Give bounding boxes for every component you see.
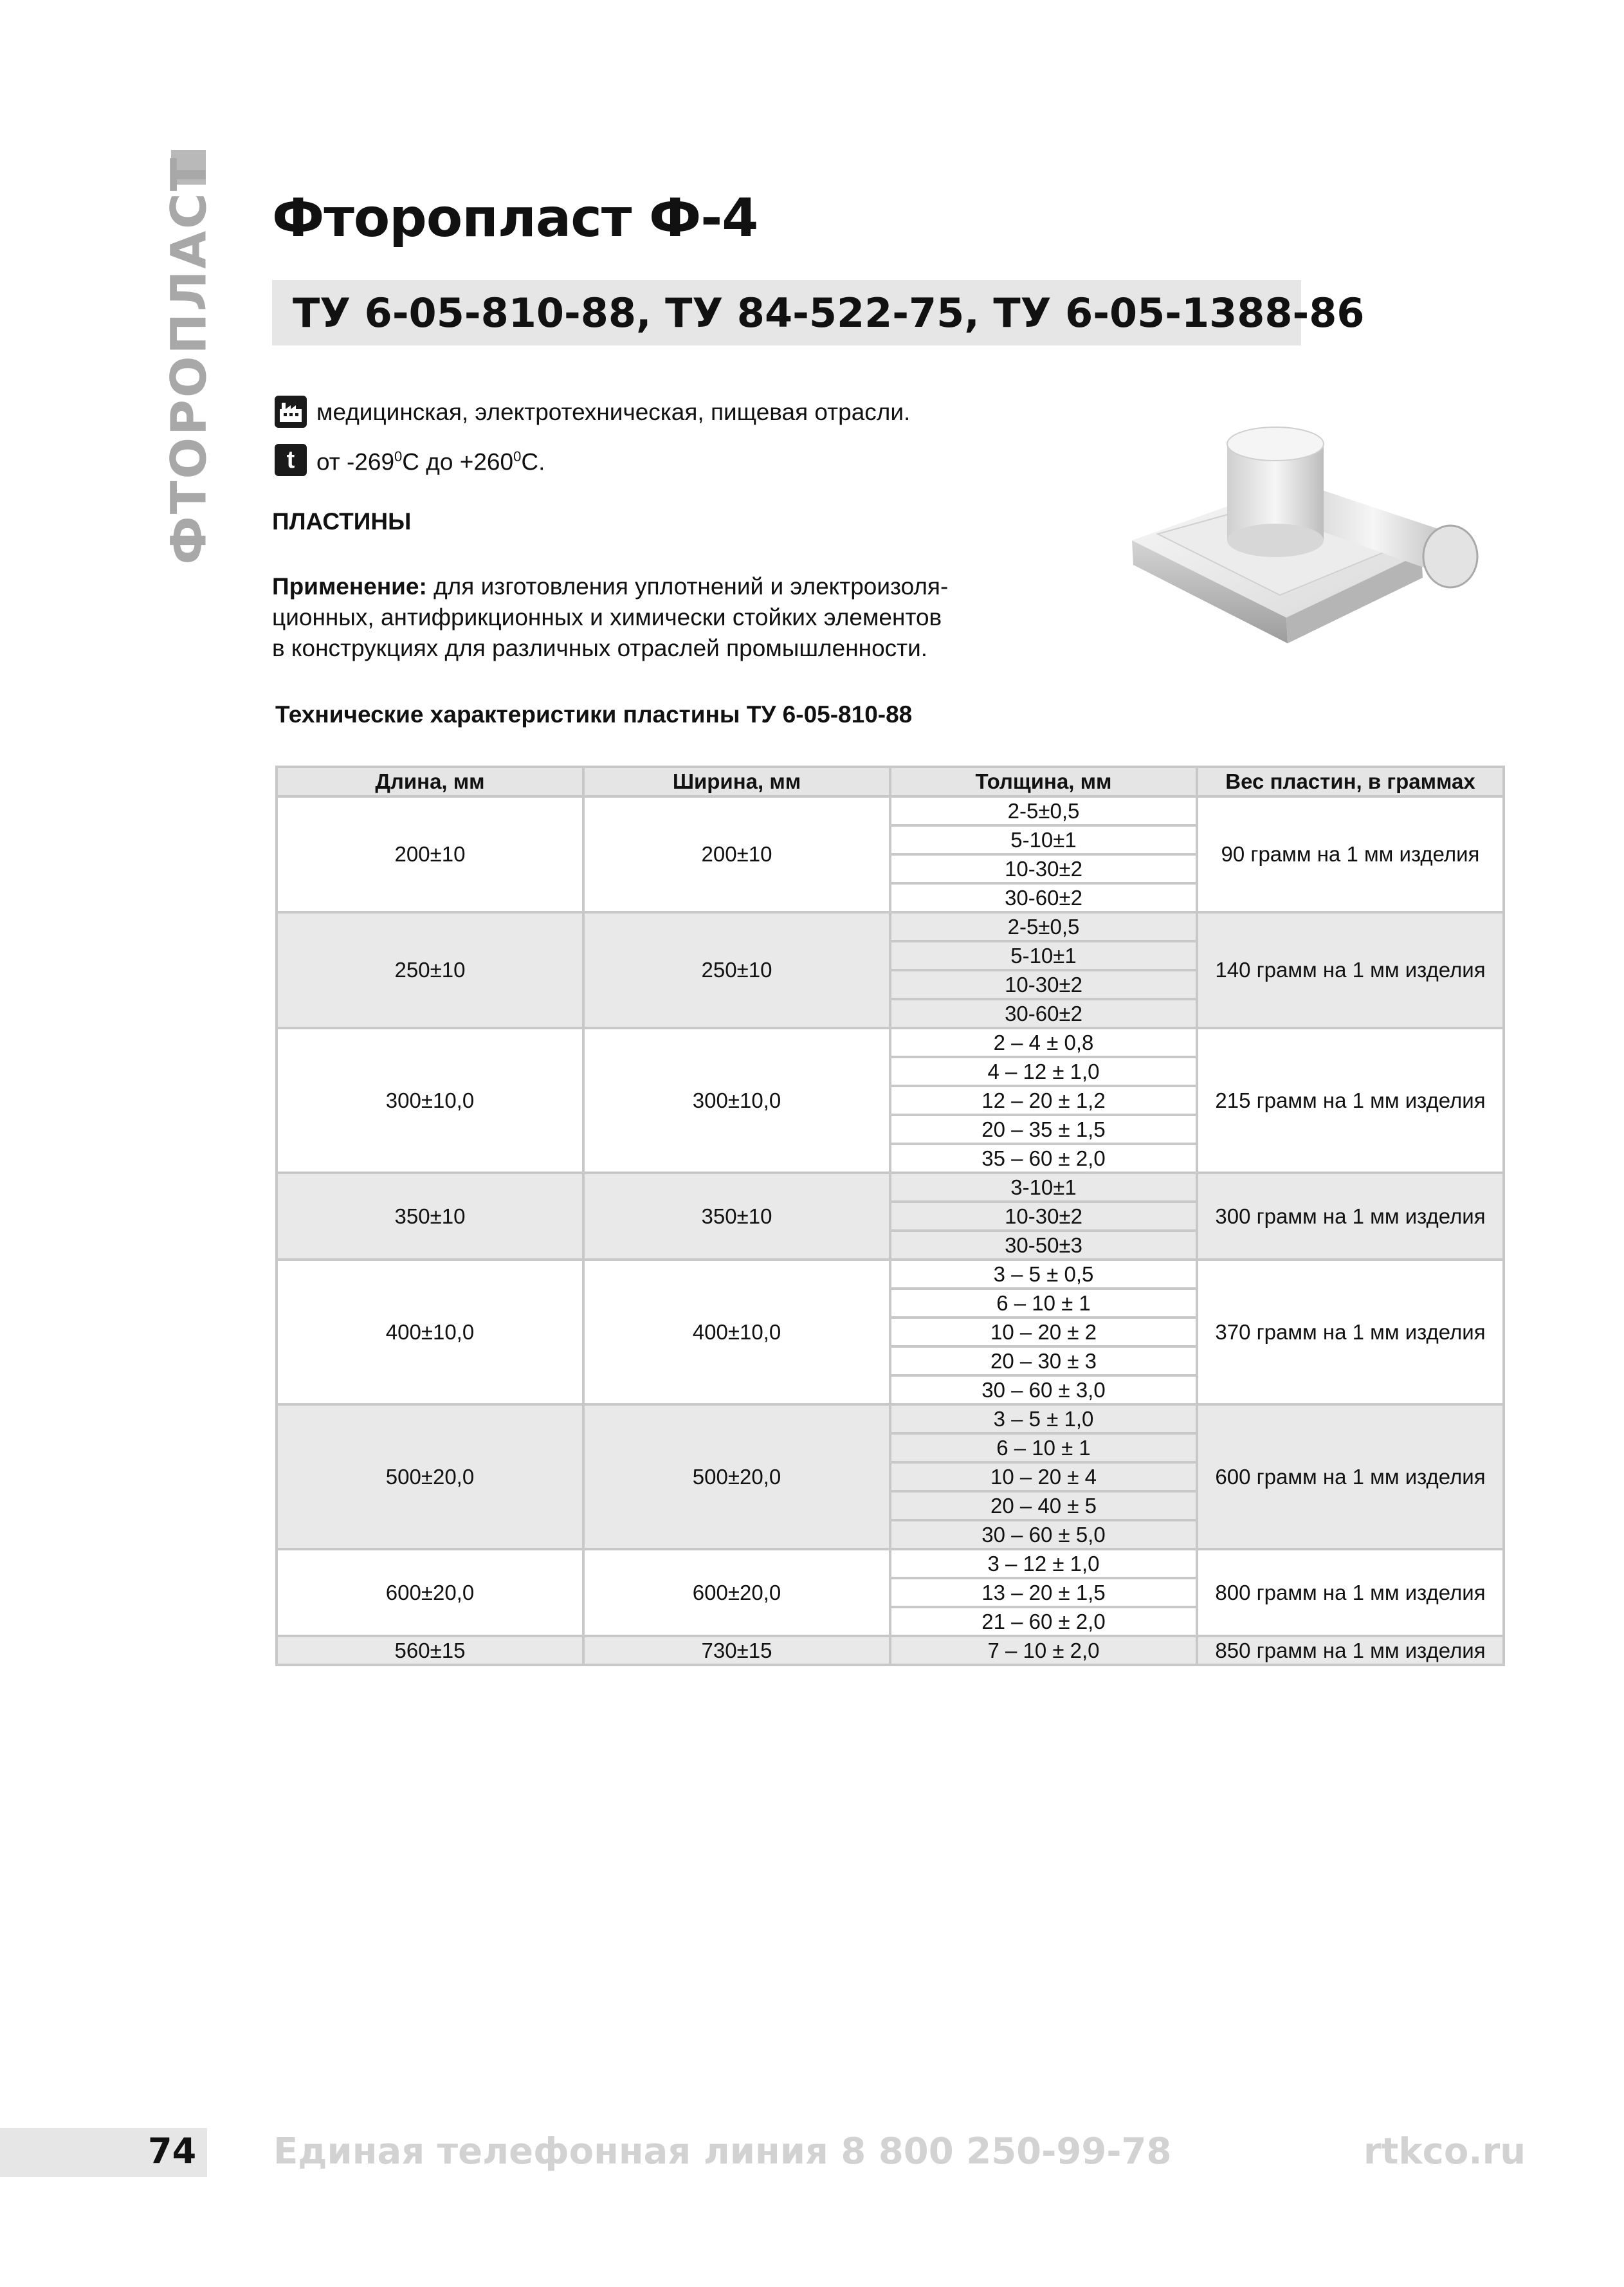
cell-width: 730±15 — [585, 1637, 889, 1664]
table-row — [278, 1174, 1502, 1200]
cell-thickness: 10-30±2 — [891, 856, 1196, 882]
cell-width: 200±10 — [585, 798, 889, 911]
cell-weight: 800 грамм на 1 мм изделия — [1198, 1550, 1502, 1635]
temperature-mid: С до +260 — [402, 448, 514, 475]
cell-weight: 600 грамм на 1 мм изделия — [1198, 1406, 1502, 1548]
cell-weight: 215 грамм на 1 мм изделия — [1198, 1029, 1502, 1171]
cell-thickness: 30-60±2 — [891, 885, 1196, 911]
cell-thickness: 10-30±2 — [891, 1203, 1196, 1229]
cell-thickness: 3 – 12 ± 1,0 — [891, 1550, 1196, 1577]
header-weight: Вес пластин, в граммах — [1198, 768, 1502, 795]
table-row — [278, 1406, 1502, 1432]
table-row — [278, 1637, 1502, 1664]
degree-sup: 0 — [394, 448, 403, 464]
temperature-suffix: С. — [521, 448, 545, 475]
cell-weight: 140 грамм на 1 мм изделия — [1198, 914, 1502, 1027]
cell-thickness: 6 – 10 ± 1 — [891, 1290, 1196, 1316]
cell-thickness: 5-10±1 — [891, 827, 1196, 853]
cell-thickness: 30 – 60 ± 5,0 — [891, 1521, 1196, 1548]
cell-weight: 850 грамм на 1 мм изделия — [1198, 1637, 1502, 1664]
cell-width: 500±20,0 — [585, 1406, 889, 1548]
cell-thickness: 12 – 20 ± 1,2 — [891, 1087, 1196, 1114]
cell-thickness: 7 – 10 ± 2,0 — [891, 1637, 1196, 1664]
cell-thickness: 10 – 20 ± 2 — [891, 1319, 1196, 1345]
footer-site[interactable]: rtkco.ru — [1364, 2131, 1526, 2172]
cell-thickness: 4 – 12 ± 1,0 — [891, 1058, 1196, 1085]
cell-thickness: 2-5±0,5 — [891, 914, 1196, 940]
cell-length: 560±15 — [278, 1637, 582, 1664]
cell-weight: 370 грамм на 1 мм изделия — [1198, 1261, 1502, 1403]
factory-icon — [275, 396, 307, 428]
cell-thickness: 3-10±1 — [891, 1174, 1196, 1200]
temperature-prefix: от -269 — [316, 448, 395, 475]
cell-thickness: 30 – 60 ± 3,0 — [891, 1377, 1196, 1403]
cell-length: 600±20,0 — [278, 1550, 582, 1635]
cell-thickness: 20 – 35 ± 1,5 — [891, 1116, 1196, 1143]
cell-width: 300±10,0 — [585, 1029, 889, 1171]
cell-length: 350±10 — [278, 1174, 582, 1258]
temperature-icon-letter: t — [286, 446, 295, 473]
table-row — [278, 1261, 1502, 1287]
cell-thickness: 20 – 30 ± 3 — [891, 1348, 1196, 1374]
cell-length: 500±20,0 — [278, 1406, 582, 1548]
section-heading: ПЛАСТИНЫ — [272, 508, 412, 535]
header-width: Ширина, мм — [585, 768, 889, 795]
page-number: 74 — [148, 2131, 197, 2171]
product-image — [1119, 425, 1479, 656]
cell-thickness: 20 – 40 ± 5 — [891, 1493, 1196, 1519]
cell-weight: 90 грамм на 1 мм изделия — [1198, 798, 1502, 911]
industries-text: медицинская, электротехническая, пищевая отрасли. — [316, 399, 911, 425]
cell-thickness: 21 – 60 ± 2,0 — [891, 1608, 1196, 1635]
cell-thickness: 3 – 5 ± 1,0 — [891, 1406, 1196, 1432]
temperature-range — [316, 448, 545, 475]
header-thickness: Толщина, мм — [891, 768, 1196, 795]
cell-thickness: 10-30±2 — [891, 971, 1196, 998]
cell-length: 250±10 — [278, 914, 582, 1027]
cell-width: 250±10 — [585, 914, 889, 1027]
cell-thickness: 13 – 20 ± 1,5 — [891, 1579, 1196, 1606]
table-header-row — [278, 768, 1502, 795]
cell-thickness: 30-50±3 — [891, 1232, 1196, 1258]
cell-width: 400±10,0 — [585, 1261, 889, 1403]
cell-thickness: 2-5±0,5 — [891, 798, 1196, 824]
cell-thickness: 6 – 10 ± 1 — [891, 1435, 1196, 1461]
page-title: Фторопласт Ф-4 — [272, 188, 758, 249]
table-row — [278, 1029, 1502, 1056]
cell-thickness: 30-60±2 — [891, 1000, 1196, 1027]
header-length: Длина, мм — [278, 768, 582, 795]
cell-length: 200±10 — [278, 798, 582, 911]
temperature-icon — [275, 444, 307, 476]
application-line-2: ционных, антифрикционных и химически стойких элементов — [272, 604, 942, 630]
cell-thickness: 35 – 60 ± 2,0 — [891, 1145, 1196, 1171]
specs-table — [275, 766, 1505, 1666]
cell-width: 350±10 — [585, 1174, 889, 1258]
section-side-label: ФТОРОПЛАСТ — [160, 156, 217, 565]
table-row — [278, 914, 1502, 940]
cell-width: 600±20,0 — [585, 1550, 889, 1635]
table-row — [278, 1550, 1502, 1577]
application-label: Применение: — [272, 573, 427, 600]
cell-thickness: 2 – 4 ± 0,8 — [891, 1029, 1196, 1056]
cell-length: 400±10,0 — [278, 1261, 582, 1403]
cell-thickness: 5-10±1 — [891, 942, 1196, 969]
cell-thickness: 10 – 20 ± 4 — [891, 1464, 1196, 1490]
application-text — [272, 571, 992, 664]
table-row — [278, 798, 1502, 824]
degree-sup: 0 — [513, 448, 522, 464]
standards-text: ТУ 6-05-810-88, ТУ 84-522-75, ТУ 6-05-1388-86 — [293, 289, 1365, 336]
application-line-1: для изготовления уплотнений и электроизоля- — [426, 573, 949, 600]
footer-phone-line: Единая телефонная линия 8 800 250-99-78 — [273, 2131, 1172, 2172]
table-title: Технические характеристики пластины ТУ 6-05-810-88 — [275, 701, 913, 728]
cell-weight: 300 грамм на 1 мм изделия — [1198, 1174, 1502, 1258]
cell-thickness: 3 – 5 ± 0,5 — [891, 1261, 1196, 1287]
application-line-3: в конструкциях для различных отраслей промышленности. — [272, 635, 928, 661]
cell-length: 300±10,0 — [278, 1029, 582, 1171]
